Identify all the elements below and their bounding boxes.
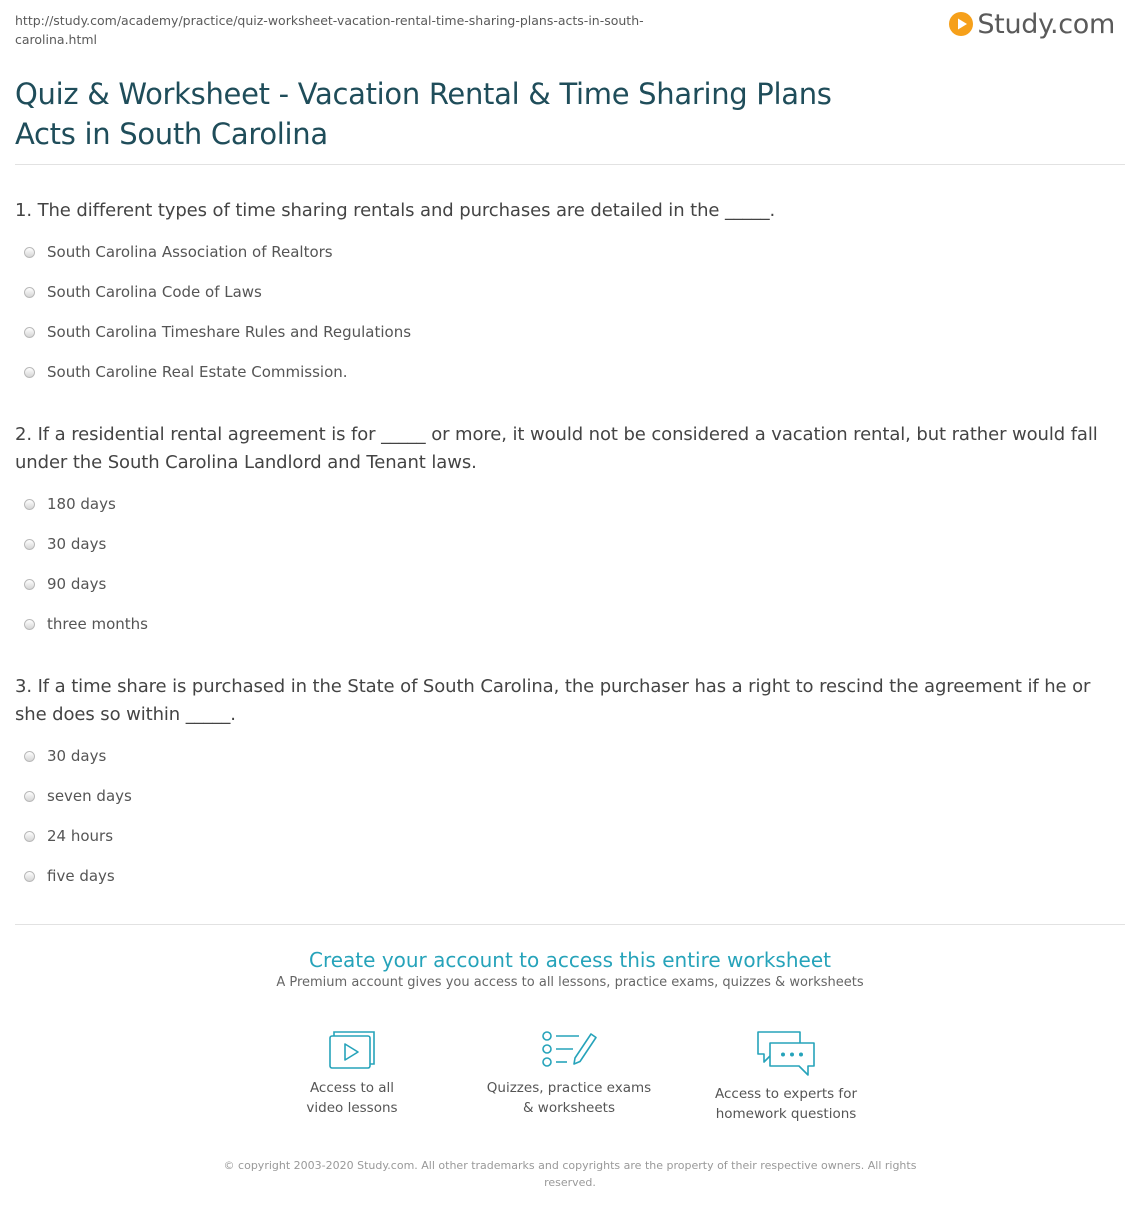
question-2: [15, 421, 1125, 644]
answer-options: [15, 484, 1125, 644]
answer-label: South Caroline Real Estate Commission.: [47, 363, 348, 381]
answer-option[interactable]: [15, 776, 1125, 816]
radio-button[interactable]: [24, 619, 35, 630]
feature-text: [459, 1078, 679, 1118]
feature-line: Quizzes, practice exams: [486, 1080, 652, 1096]
answer-label: 30 days: [47, 535, 107, 553]
answer-label: 180 days: [47, 495, 116, 513]
answer-label: South Carolina Code of Laws: [47, 283, 262, 301]
page-header: [15, 0, 1125, 52]
signup-promo: [15, 946, 1125, 990]
question-text: 3. If a time share is purchased in the State of South Carolina, the purchaser has a right to rescind the agreement if he or she does so within _____.: [15, 676, 1091, 725]
radio-button[interactable]: [24, 327, 35, 338]
feature-text: [676, 1084, 896, 1124]
feature-line: Access to all: [309, 1080, 395, 1096]
radio-button[interactable]: [24, 871, 35, 882]
radio-button[interactable]: [24, 751, 35, 762]
answer-option[interactable]: [15, 352, 1125, 392]
answer-option[interactable]: [15, 232, 1125, 272]
feature-line: & worksheets: [522, 1100, 615, 1116]
answer-options: [15, 232, 1125, 392]
worksheet-page: [15, 0, 1125, 1189]
answer-option[interactable]: [15, 272, 1125, 312]
answer-label: three months: [47, 615, 148, 633]
radio-button[interactable]: [24, 499, 35, 510]
answer-option[interactable]: [15, 312, 1125, 352]
feature-line: Access to experts for: [714, 1086, 857, 1102]
video-lessons-icon: [326, 1028, 378, 1072]
answer-label: 90 days: [47, 575, 107, 593]
answer-option[interactable]: [15, 484, 1125, 524]
radio-button[interactable]: [24, 287, 35, 298]
radio-button[interactable]: [24, 831, 35, 842]
logo-text: Study.com: [977, 8, 1115, 40]
question-1: [15, 197, 1125, 392]
answer-options: [15, 736, 1125, 896]
page-footer: [15, 1157, 1125, 1191]
answer-option[interactable]: [15, 816, 1125, 856]
feature-line: homework questions: [715, 1106, 857, 1122]
answer-label: South Carolina Association of Realtors: [47, 243, 333, 261]
radio-button[interactable]: [24, 539, 35, 550]
chat-bubbles-icon: [754, 1028, 818, 1078]
feature-line: video lessons: [306, 1100, 398, 1116]
answer-option[interactable]: [15, 604, 1125, 644]
answer-option[interactable]: [15, 856, 1125, 896]
cta-divider: [15, 924, 1125, 925]
radio-button[interactable]: [24, 367, 35, 378]
feature-quizzes: [459, 1028, 679, 1118]
feature-video-lessons: [242, 1028, 462, 1118]
answer-label: 24 hours: [47, 827, 114, 845]
radio-button[interactable]: [24, 791, 35, 802]
feature-list: [15, 1028, 1125, 1138]
question-text: 2. If a residential rental agreement is for _____ or more, it would not be considered a vacation rental, but rather would fall under the South Carolina Landlord and Tenant laws.: [15, 424, 1098, 473]
copyright-text: © copyright 2003-2020 Study.com. All other trademarks and copyrights are the property of their respective owners. All rights reserved.: [223, 1159, 917, 1189]
question-3: [15, 673, 1125, 896]
feature-experts: [676, 1028, 896, 1124]
page-title: Quiz & Worksheet - Vacation Rental & Time Sharing Plans Acts in South Carolina: [15, 77, 832, 151]
promo-subtitle: A Premium account gives you access to all lessons, practice exams, quizzes & worksheets: [276, 975, 864, 990]
quiz-checklist-icon: [539, 1028, 599, 1072]
answer-option[interactable]: [15, 524, 1125, 564]
page-url: http://study.com/academy/practice/quiz-worksheet-vacation-rental-time-sharing-plans-acts-in-south-carolina.html: [15, 13, 644, 47]
answer-label: five days: [47, 867, 115, 885]
answer-label: seven days: [47, 787, 132, 805]
answer-label: 30 days: [47, 747, 107, 765]
feature-text: [242, 1078, 462, 1118]
answer-option[interactable]: [15, 564, 1125, 604]
title-divider: [15, 164, 1125, 165]
question-text: 1. The different types of time sharing rentals and purchases are detailed in the _____.: [15, 200, 776, 221]
play-logo-icon: [948, 11, 974, 37]
answer-option[interactable]: [15, 736, 1125, 776]
study-logo[interactable]: [948, 6, 1115, 42]
create-account-link[interactable]: Create your account to access this entire worksheet: [309, 948, 831, 972]
answer-label: South Carolina Timeshare Rules and Regulations: [47, 323, 412, 341]
radio-button[interactable]: [24, 247, 35, 258]
radio-button[interactable]: [24, 579, 35, 590]
